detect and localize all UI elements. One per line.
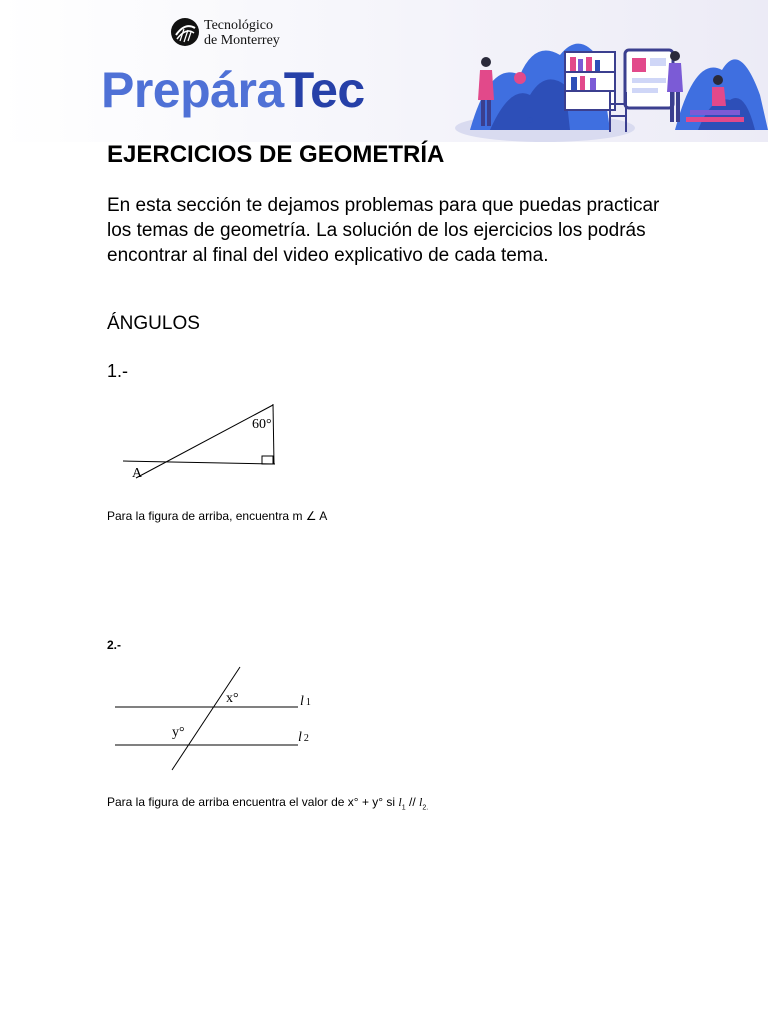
fig1-vertical-side <box>273 404 274 464</box>
fig1-label-60: 60° <box>252 417 272 432</box>
brand-part1: Prepára <box>101 62 284 118</box>
exercise-2-question <box>107 794 428 816</box>
exercise-1-figure <box>118 398 283 486</box>
exercise-2-l1: l <box>398 795 402 809</box>
exercise-2-parallel-symbol: // <box>405 795 420 809</box>
intro-paragraph: En esta sección te dejamos problemas para que puedas practicar los temas de geometría. La solución de los ejercicios los podrás encontrar al final del video explicativo de cada tema. <box>107 195 660 266</box>
exercise-2-l2-sub: 2. <box>422 804 429 812</box>
exercise-2-figure <box>112 664 322 774</box>
fig2-label-l1-letter: l <box>300 694 304 709</box>
students-illustration-icon <box>450 0 768 142</box>
section-heading: ÁNGULOS <box>107 313 200 334</box>
fig1-label-a: A <box>132 466 143 481</box>
institution-name-line1: Tecnológico <box>204 18 273 33</box>
brand-part2: Tec <box>283 62 365 118</box>
exercise-1-number: 1.- <box>107 361 129 381</box>
brand-wordmark <box>101 60 365 120</box>
fig1-base-line <box>123 461 275 464</box>
fig1-right-angle-mark <box>262 456 273 464</box>
fig2-label-x: x° <box>226 691 239 706</box>
institution-name-line2: de Monterrey <box>204 33 280 48</box>
exercise-1-question: Para la figura de arriba, encuentra m ∠ A <box>107 509 328 523</box>
fig2-label-l1-sub: 1 <box>305 697 311 708</box>
fig1-hypotenuse <box>136 405 273 478</box>
tec-emblem-icon <box>170 17 200 47</box>
exercise-2-l2: l <box>419 795 423 809</box>
fig2-label-l2-letter: l <box>298 730 302 745</box>
fig2-label-y: y° <box>172 725 185 740</box>
fig2-transversal <box>172 667 240 770</box>
exercise-2-l1-sub: 1 <box>401 804 406 812</box>
fig2-label-l1 <box>300 694 311 709</box>
fig2-label-l2 <box>298 730 309 745</box>
exercise-2-question-text: Para la figura de arriba encuentra el valor de x° + y° si <box>107 795 399 809</box>
fig2-label-l2-sub: 2 <box>303 733 309 744</box>
page-title: EJERCICIOS DE GEOMETRÍA <box>107 141 445 168</box>
page-header <box>0 0 768 142</box>
exercise-2-number: 2.- <box>107 638 122 652</box>
